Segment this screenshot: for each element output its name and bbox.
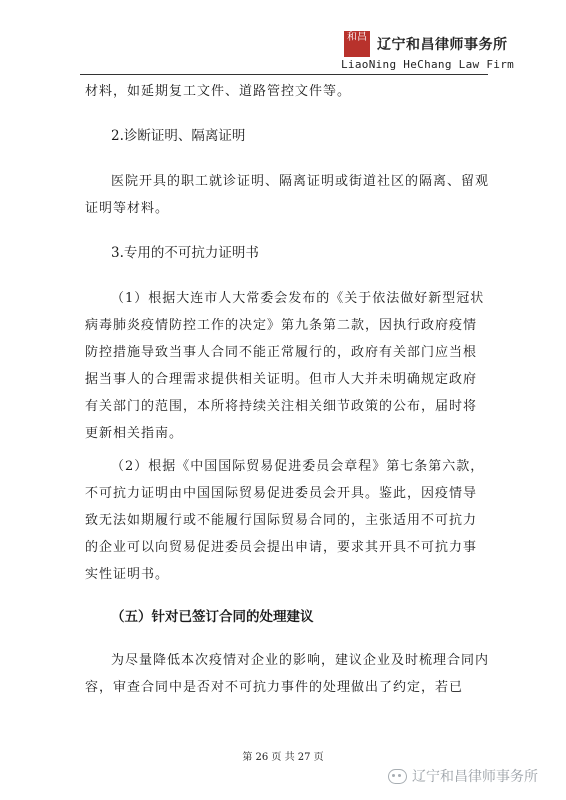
firm-name-en: LiaoNing HeChang Law Firm [341, 58, 515, 71]
page-number: 第 26 页 共 27 页 [242, 752, 324, 763]
watermark-text: 辽宁和昌律师事务所 [412, 769, 538, 785]
paragraph-diagnosis: 医院开具的职工就诊证明、隔离证明或街道社区的隔离、留观证明等材料。 [85, 174, 490, 216]
heading-force-majeure-certificate: 3.专用的不可抗力证明书 [111, 245, 259, 261]
heading-diagnosis-certificate: 2.诊断证明、隔离证明 [111, 128, 246, 144]
paragraph-dalian-decision: （1）根据大连市人大常委会发布的《关于依法做好新型冠状病毒肺炎疫情防控工作的决定》第九条第二款，因执行政府疫情防控措施导致当事人合同不能正常履行的，政府有关部门应当根据当事人的合理需求提供相关证明。但市人大并未明确规定政府有关部门的范围，本所将持续关注相关细节政策的公布，届时将更新相关指南。 [85, 291, 485, 441]
wechat-watermark [388, 766, 538, 786]
paragraph-continuation: 材料，如延期复工文件、道路管控文件等。 [85, 84, 352, 99]
firm-name-cn: 辽宁和昌律师事务所 [377, 37, 508, 53]
wechat-icon [388, 769, 407, 784]
paragraph-contract-advice: 为尽量降低本次疫情对企业的影响，建议企业及时梳理合同内容，审查合同中是否对不可抗力事件的处理做出了约定，若已 [85, 653, 490, 695]
document-body [85, 78, 490, 701]
heading-contract-advice: （五）针对已签订合同的处理建议 [111, 609, 314, 625]
paragraph-ccpit: （2）根据《中国国际贸易促进委员会章程》第七条第六款，不可抗力证明由中国国际贸易促进委员会开具。鉴此，因疫情导致无法如期履行或不能履行国际贸易合同的，主张适用不可抗力的企业可以向贸易促进委员会提出申请，要求其开具不可抗力事实性证明书。 [85, 459, 485, 582]
firm-logo: 和昌 [344, 31, 370, 57]
page-header [0, 0, 566, 78]
header-divider [80, 74, 488, 75]
